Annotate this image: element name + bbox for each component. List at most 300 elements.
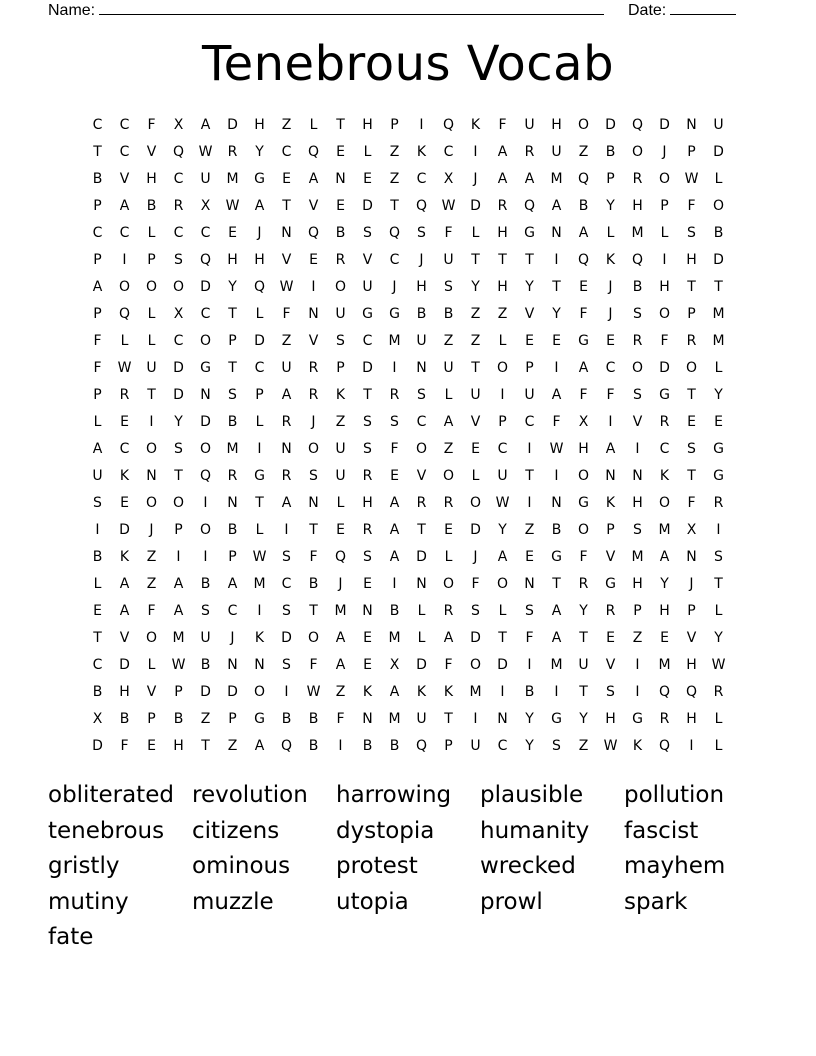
grid-letter: Z (578, 737, 589, 754)
grid-letter: Q (118, 305, 131, 322)
grid-letter: P (660, 197, 669, 214)
grid-letter: E (714, 413, 723, 430)
grid-letter: J (338, 575, 343, 592)
grid-letter: O (685, 359, 698, 376)
word-list-item: dystopia (336, 817, 435, 844)
grid-letter: R (119, 386, 130, 403)
grid-letter: A (551, 629, 562, 646)
grid-letter: I (392, 575, 397, 592)
grid-letter: B (389, 737, 400, 754)
grid-letter: A (254, 737, 265, 754)
grid-letter: M (469, 683, 482, 700)
grid-letter: S (714, 548, 723, 565)
grid-letter: C (281, 575, 292, 592)
grid-letter: Q (388, 224, 401, 241)
grid-letter: W (198, 143, 213, 160)
grid-letter: N (551, 494, 562, 511)
grid-letter: H (146, 170, 157, 187)
grid-letter: H (578, 440, 589, 457)
grid-letter: E (363, 170, 372, 187)
grid-letter: E (363, 575, 372, 592)
grid-letter: K (335, 386, 346, 403)
grid-letter: L (714, 710, 723, 727)
grid-letter: Y (525, 710, 534, 727)
grid-letter: F (687, 197, 696, 214)
grid-letter: C (119, 224, 130, 241)
grid-letter: U (92, 467, 103, 484)
grid-letter: A (335, 656, 346, 673)
word-list-item: protest (336, 853, 418, 879)
grid-letter: N (416, 575, 427, 592)
grid-letter: V (308, 197, 319, 214)
grid-letter: B (443, 305, 454, 322)
grid-letter: G (578, 494, 589, 511)
grid-letter: W (441, 197, 456, 214)
grid-letter: B (200, 575, 211, 592)
grid-letter: F (579, 305, 588, 322)
grid-letter: T (309, 602, 318, 619)
grid-letter: F (93, 359, 102, 376)
grid-letter: E (363, 629, 372, 646)
grid-letter: P (174, 683, 183, 700)
grid-letter: Q (307, 224, 320, 241)
grid-letter: N (308, 305, 319, 322)
grid-letter: U (416, 332, 427, 349)
grid-letter: C (227, 602, 238, 619)
grid-letter: D (200, 683, 211, 700)
grid-letter: H (362, 116, 373, 133)
grid-letter: I (338, 737, 343, 754)
grid-letter: B (281, 710, 292, 727)
grid-letter: G (254, 467, 265, 484)
word-list-item: mayhem (624, 853, 726, 879)
grid-letter: O (577, 467, 590, 484)
grid-letter: J (149, 521, 154, 538)
grid-letter: A (389, 521, 400, 538)
grid-letter: R (659, 413, 670, 430)
grid-letter: W (495, 494, 510, 511)
word-list-item: plausible (480, 782, 584, 808)
grid-letter: V (470, 413, 481, 430)
grid-letter: H (686, 251, 697, 268)
grid-letter: O (577, 521, 590, 538)
grid-letter: A (281, 386, 292, 403)
grid-letter: G (389, 305, 400, 322)
grid-letter: P (606, 521, 615, 538)
grid-letter: T (174, 467, 183, 484)
grid-letter: W (252, 548, 267, 565)
grid-letter: W (684, 170, 699, 187)
name-label: Name: (48, 2, 96, 19)
grid-letter: X (443, 170, 454, 187)
grid-letter: K (416, 683, 427, 700)
grid-letter: K (659, 467, 670, 484)
grid-letter: B (308, 710, 319, 727)
grid-letter: H (119, 683, 130, 700)
grid-letter: R (524, 143, 535, 160)
grid-letter: Z (632, 629, 643, 646)
grid-letter: R (443, 602, 454, 619)
grid-letter: S (174, 251, 183, 268)
grid-letter: E (525, 332, 534, 349)
word-list-item: mutiny (48, 888, 129, 915)
grid-letter: C (605, 359, 616, 376)
grid-letter: R (227, 467, 238, 484)
grid-letter: P (93, 251, 102, 268)
grid-letter: X (173, 305, 184, 322)
grid-letter: L (714, 359, 723, 376)
grid-letter: A (551, 602, 562, 619)
grid-letter: L (363, 143, 372, 160)
grid-letter: S (282, 548, 291, 565)
grid-letter: C (497, 737, 508, 754)
grid-letter: O (307, 440, 320, 457)
grid-letter: L (417, 602, 426, 619)
grid-letter: G (578, 332, 589, 349)
grid-letter: O (631, 359, 644, 376)
word-list-item: utopia (336, 888, 409, 915)
grid-letter: S (363, 224, 372, 241)
grid-letter: B (227, 521, 238, 538)
grid-letter: L (714, 602, 723, 619)
grid-letter: V (524, 305, 535, 322)
grid-letter: U (524, 386, 535, 403)
grid-letter: I (635, 683, 640, 700)
grid-letter: Q (253, 278, 266, 295)
grid-letter: D (605, 116, 616, 133)
grid-letter: X (389, 656, 400, 673)
grid-letter: J (473, 548, 478, 565)
grid-letter: F (120, 737, 129, 754)
word-list-item: spark (624, 888, 688, 915)
word-list-item: muzzle (192, 888, 274, 915)
grid-letter: B (551, 521, 562, 538)
grid-letter: H (254, 116, 265, 133)
grid-letter: V (362, 251, 373, 268)
grid-letter: I (635, 656, 640, 673)
grid-letter: J (662, 143, 667, 160)
grid-letter: R (281, 413, 292, 430)
grid-letter: A (605, 440, 616, 457)
grid-letter: S (633, 386, 642, 403)
grid-letter: Y (579, 602, 588, 619)
grid-letter: B (389, 602, 400, 619)
grid-letter: Q (307, 143, 320, 160)
grid-letter: Z (470, 332, 481, 349)
grid-letter: N (416, 359, 427, 376)
grid-letter: D (119, 521, 130, 538)
grid-letter: U (470, 386, 481, 403)
grid-letter: N (227, 656, 238, 673)
grid-letter: T (390, 197, 399, 214)
grid-letter: Y (525, 278, 534, 295)
grid-letter: D (659, 116, 670, 133)
grid-letter: U (470, 737, 481, 754)
grid-letter: D (119, 656, 130, 673)
grid-letter: N (632, 467, 643, 484)
grid-letter: B (92, 170, 103, 187)
grid-letter: Q (280, 737, 293, 754)
grid-letter: A (389, 548, 400, 565)
grid-letter: S (282, 602, 291, 619)
grid-letter: I (554, 359, 559, 376)
grid-letter: Y (525, 737, 534, 754)
grid-letter: I (635, 440, 640, 457)
grid-letter: H (227, 251, 238, 268)
grid-letter: U (362, 278, 373, 295)
grid-letter: C (92, 224, 103, 241)
grid-letter: D (281, 629, 292, 646)
grid-letter: I (392, 359, 397, 376)
grid-letter: U (578, 656, 589, 673)
grid-letter: V (146, 683, 157, 700)
grid-letter: B (362, 737, 373, 754)
grid-letter: X (173, 116, 184, 133)
grid-letter: D (362, 359, 373, 376)
grid-letter: T (687, 278, 696, 295)
grid-letter: H (497, 278, 508, 295)
grid-letter: U (551, 143, 562, 160)
word-list (48, 778, 768, 956)
grid-letter: O (712, 197, 725, 214)
grid-letter: G (362, 305, 373, 322)
grid-letter: Z (524, 521, 535, 538)
grid-letter: W (279, 278, 294, 295)
grid-letter: M (550, 170, 563, 187)
word-list-item: fascist (624, 817, 699, 844)
grid-letter: A (551, 386, 562, 403)
grid-letter: D (416, 656, 427, 673)
grid-letter: F (579, 548, 588, 565)
grid-letter: P (93, 386, 102, 403)
grid-letter: B (173, 710, 184, 727)
grid-letter: A (524, 170, 535, 187)
grid-letter: M (550, 656, 563, 673)
grid-letter: K (632, 737, 643, 754)
grid-letter: W (117, 359, 132, 376)
grid-letter: Z (389, 170, 400, 187)
grid-letter: S (309, 467, 318, 484)
grid-letter: Z (146, 575, 157, 592)
grid-letter: T (714, 575, 723, 592)
grid-letter: F (471, 575, 480, 592)
grid-letter: A (497, 143, 508, 160)
grid-letter: B (92, 683, 103, 700)
grid-letter: M (631, 548, 644, 565)
grid-letter: H (362, 494, 373, 511)
grid-letter: R (308, 386, 319, 403)
grid-letter: A (308, 170, 319, 187)
grid-letter: S (471, 602, 480, 619)
grid-letter: B (524, 683, 535, 700)
grid-letter: I (419, 116, 424, 133)
grid-letter: E (336, 521, 345, 538)
grid-letter: B (632, 278, 643, 295)
grid-letter: C (416, 413, 427, 430)
grid-letter: R (605, 602, 616, 619)
grid-letter: M (631, 224, 644, 241)
grid-letter: T (255, 494, 264, 511)
grid-letter: F (606, 386, 615, 403)
grid-letter: F (309, 548, 318, 565)
grid-letter: R (362, 521, 373, 538)
grid-letter: K (362, 683, 373, 700)
grid-letter: L (147, 332, 156, 349)
grid-letter: P (93, 305, 102, 322)
grid-letter: A (254, 197, 265, 214)
grid-letter: K (443, 683, 454, 700)
grid-letter: Z (281, 332, 292, 349)
grid-letter: D (254, 332, 265, 349)
word-list-item: gristly (48, 853, 120, 879)
grid-letter: F (444, 656, 453, 673)
grid-letter: L (498, 602, 507, 619)
grid-letter: F (93, 332, 102, 349)
grid-letter: Z (146, 548, 157, 565)
grid-letter: Q (172, 143, 185, 160)
grid-letter: Y (552, 305, 561, 322)
grid-letter: L (606, 224, 615, 241)
grid-letter: D (713, 251, 724, 268)
grid-letter: G (254, 710, 265, 727)
grid-letter: T (228, 305, 237, 322)
grid-letter: O (442, 467, 455, 484)
grid-letter: I (176, 548, 181, 565)
grid-letter: O (145, 278, 158, 295)
grid-letter: A (578, 359, 589, 376)
grid-letter: H (659, 602, 670, 619)
grid-letter: E (444, 521, 453, 538)
grid-letter: X (578, 413, 589, 430)
grid-letter: T (471, 359, 480, 376)
grid-letter: A (335, 629, 346, 646)
grid-letter: N (254, 656, 265, 673)
grid-letter: T (363, 386, 372, 403)
grid-letter: N (146, 467, 157, 484)
grid-letter: B (713, 224, 724, 241)
grid-letter: M (658, 521, 671, 538)
grid-letter: L (309, 116, 318, 133)
grid-letter: O (145, 440, 158, 457)
grid-letter: E (552, 332, 561, 349)
grid-letter: L (660, 224, 669, 241)
grid-letter: T (471, 251, 480, 268)
grid-letter: K (119, 548, 130, 565)
grid-letter: M (253, 575, 266, 592)
grid-letter: H (551, 116, 562, 133)
grid-letter: E (120, 494, 129, 511)
grid-letter: B (119, 710, 130, 727)
grid-letter: E (687, 413, 696, 430)
grid-letter: M (172, 629, 185, 646)
grid-letter: O (658, 494, 671, 511)
grid-letter: Y (606, 197, 615, 214)
grid-letter: W (306, 683, 321, 700)
grid-letter: R (632, 332, 643, 349)
grid-letter: W (171, 656, 186, 673)
grid-letter: C (92, 656, 103, 673)
grid-letter: R (632, 170, 643, 187)
grid-letter: F (147, 602, 156, 619)
grid-letter: N (362, 710, 373, 727)
grid-letter: R (362, 467, 373, 484)
grid-letter: C (119, 143, 130, 160)
grid-letter: N (362, 602, 373, 619)
grid-letter: A (119, 575, 130, 592)
word-list-item: tenebrous (48, 817, 165, 844)
grid-letter: F (444, 224, 453, 241)
grid-letter: R (713, 494, 724, 511)
grid-letter: Z (335, 683, 346, 700)
grid-letter: S (444, 278, 453, 295)
grid-letter: E (363, 656, 372, 673)
grid-letter: O (658, 170, 671, 187)
grid-letter: Q (442, 116, 455, 133)
grid-letter: F (525, 629, 534, 646)
grid-letter: E (606, 332, 615, 349)
grid-letter: O (496, 359, 509, 376)
grid-letter: U (335, 467, 346, 484)
grid-letter: S (228, 386, 237, 403)
grid-letter: C (443, 143, 454, 160)
grid-letter: R (227, 143, 238, 160)
grid-letter: U (416, 710, 427, 727)
grid-letter: F (498, 116, 507, 133)
grid-letter: V (605, 656, 616, 673)
grid-letter: I (203, 494, 208, 511)
grid-letter: K (605, 251, 616, 268)
grid-letter: R (443, 494, 454, 511)
grid-letter: L (255, 521, 264, 538)
grid-letter: G (713, 440, 724, 457)
grid-letter: F (282, 305, 291, 322)
grid-letter: P (336, 359, 345, 376)
word-list-item: fate (48, 924, 94, 950)
grid-letter: Y (471, 278, 480, 295)
grid-letter: L (147, 305, 156, 322)
grid-letter: X (686, 521, 697, 538)
grid-letter: P (390, 116, 399, 133)
grid-letter: E (390, 467, 399, 484)
grid-letter: O (172, 494, 185, 511)
grid-letter: S (633, 305, 642, 322)
date-label: Date: (628, 2, 667, 19)
grid-letter: O (145, 494, 158, 511)
grid-letter: Q (658, 683, 671, 700)
grid-letter: E (525, 548, 534, 565)
grid-letter: V (119, 629, 130, 646)
grid-letter: S (525, 602, 534, 619)
grid-letter: O (253, 683, 266, 700)
grid-letter: P (228, 332, 237, 349)
grid-letter: H (659, 278, 670, 295)
grid-letter: O (631, 143, 644, 160)
grid-letter: M (388, 629, 401, 646)
grid-letter: F (390, 440, 399, 457)
grid-letter: F (660, 332, 669, 349)
grid-letter: O (415, 440, 428, 457)
grid-letter: A (497, 170, 508, 187)
grid-letter: I (284, 521, 289, 538)
grid-letter: P (174, 521, 183, 538)
grid-letter: V (605, 548, 616, 565)
grid-letter: I (527, 440, 532, 457)
grid-letter: Q (523, 197, 536, 214)
grid-letter: I (95, 521, 100, 538)
grid-letter: A (659, 548, 670, 565)
grid-letter: L (444, 386, 453, 403)
grid-letter: Y (660, 575, 669, 592)
